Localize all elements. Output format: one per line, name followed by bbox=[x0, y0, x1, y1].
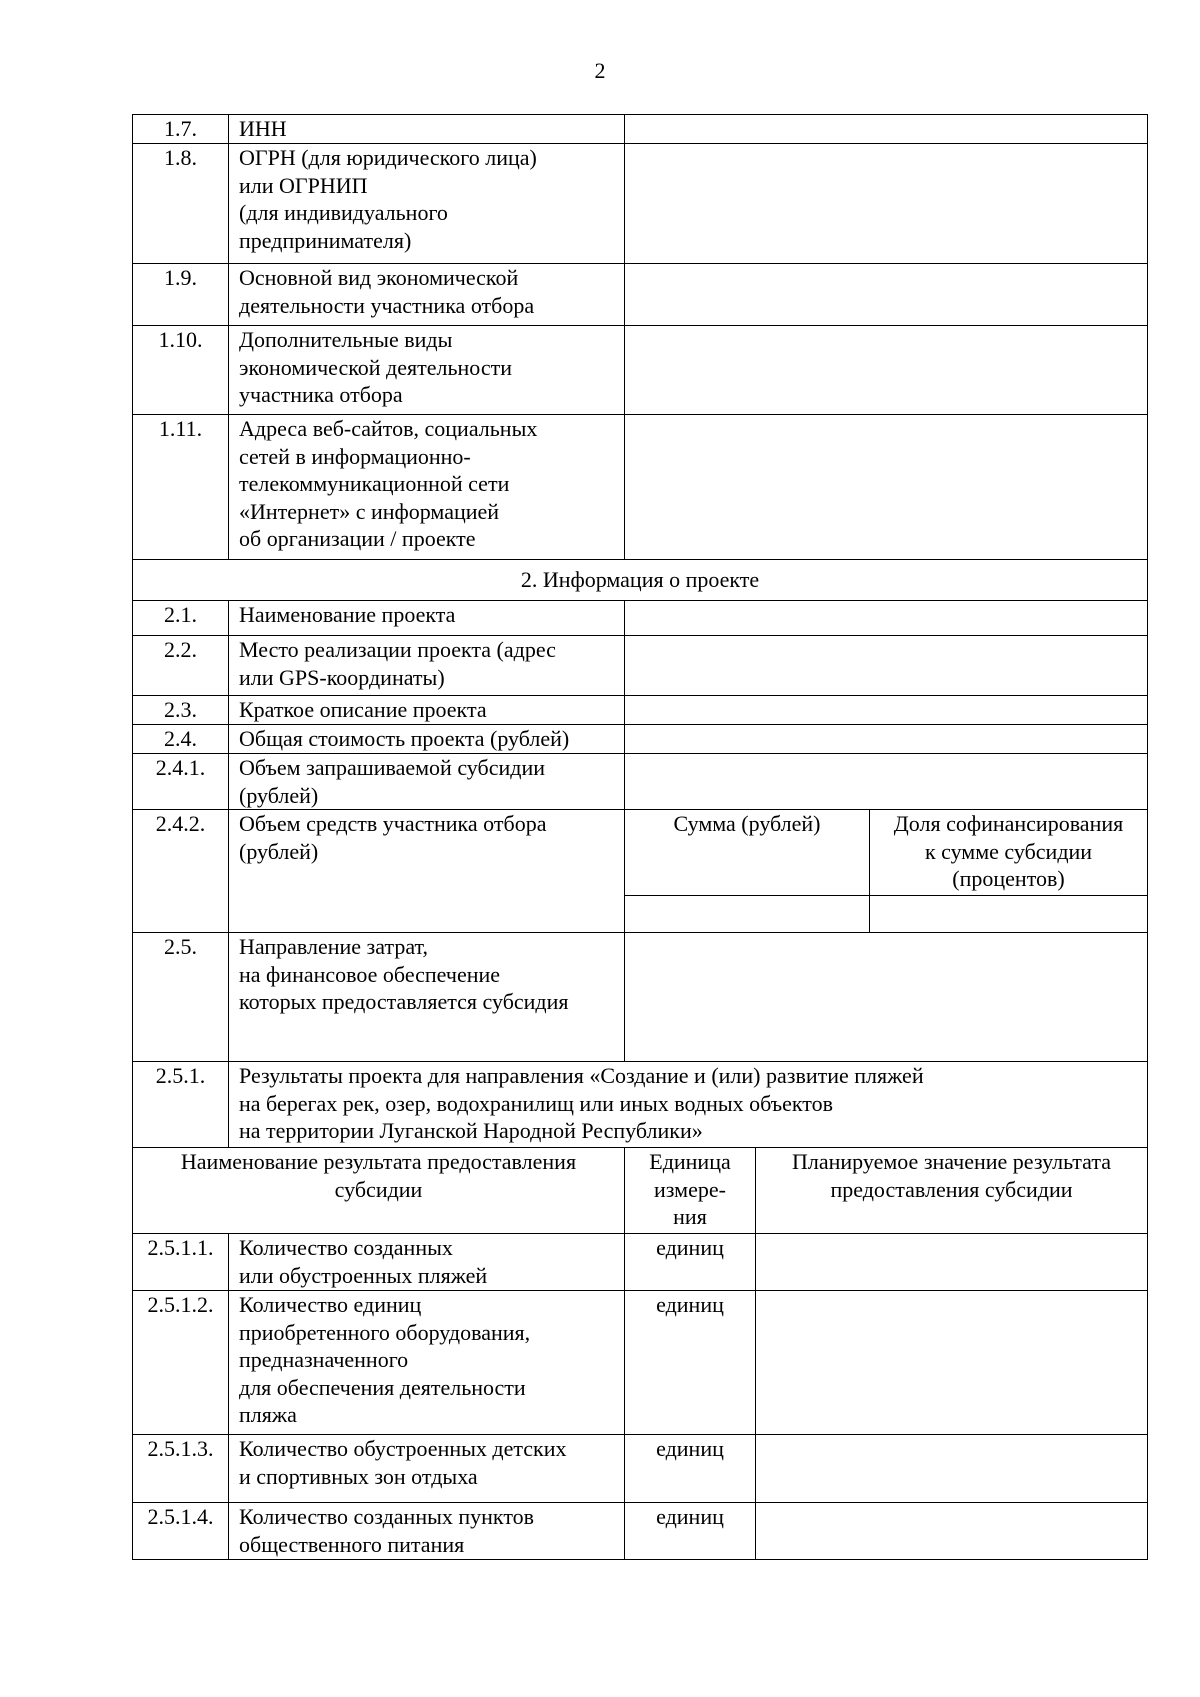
table-row bbox=[133, 1435, 1148, 1503]
row-number: 2.5.1. bbox=[133, 1062, 229, 1148]
row-label: Результаты проекта для направления «Создание и (или) развитие пляжей на берегах рек, озер, водохранилищ или иных водных объектов на территории Луганской Народной Республики» bbox=[229, 1062, 1148, 1148]
value-cell[interactable] bbox=[625, 725, 1148, 754]
value-cell[interactable] bbox=[625, 144, 1148, 264]
row-label: Общая стоимость проекта (рублей) bbox=[229, 725, 625, 754]
unit-cell: единиц bbox=[625, 1435, 756, 1503]
row-number: 2.4.2. bbox=[133, 810, 229, 933]
table-row bbox=[133, 696, 1148, 725]
table-row bbox=[133, 1291, 1148, 1435]
value-cell[interactable] bbox=[625, 115, 1148, 144]
page-number: 2 bbox=[594, 58, 606, 83]
row-label: Дополнительные виды экономической деятельности участника отбора bbox=[229, 326, 625, 415]
value-cell[interactable] bbox=[625, 601, 1148, 636]
value-cell[interactable] bbox=[625, 264, 1148, 326]
row-number: 2.2. bbox=[133, 636, 229, 696]
value-cell[interactable] bbox=[625, 636, 1148, 696]
row-number: 2.5.1.1. bbox=[133, 1234, 229, 1291]
table-row bbox=[133, 810, 1148, 896]
value-cell[interactable] bbox=[625, 415, 1148, 560]
table-row bbox=[133, 144, 1148, 264]
row-label: Направление затрат, на финансовое обеспечение которых предоставляется субсидия bbox=[229, 933, 625, 1062]
row-label: Наименование проекта bbox=[229, 601, 625, 636]
table-row bbox=[133, 725, 1148, 754]
row-number: 2.5.1.3. bbox=[133, 1435, 229, 1503]
unit-header: Единица измере- ния bbox=[625, 1148, 756, 1234]
unit-cell: единиц bbox=[625, 1291, 756, 1435]
row-label: Адреса веб-сайтов, социальных сетей в информационно- телекоммуникационной сети «Интернет» с информацией об организации / проекте bbox=[229, 415, 625, 560]
table-row bbox=[133, 601, 1148, 636]
row-label: Количество обустроенных детских и спортивных зон отдыха bbox=[229, 1435, 625, 1503]
table-row bbox=[133, 1503, 1148, 1560]
value-cell[interactable] bbox=[625, 754, 1148, 810]
row-number: 1.7. bbox=[133, 115, 229, 144]
row-label: Краткое описание проекта bbox=[229, 696, 625, 725]
value-cell[interactable] bbox=[625, 696, 1148, 725]
table-row bbox=[133, 264, 1148, 326]
planned-value-header: Планируемое значение результата предоставления субсидии bbox=[756, 1148, 1148, 1234]
row-number: 2.3. bbox=[133, 696, 229, 725]
row-label: Место реализации проекта (адрес или GPS-координаты) bbox=[229, 636, 625, 696]
table-row bbox=[133, 415, 1148, 560]
row-number: 2.4. bbox=[133, 725, 229, 754]
application-form-table bbox=[132, 114, 1148, 1560]
section-header-row bbox=[133, 560, 1148, 601]
result-name-header: Наименование результата предоставления субсидии bbox=[133, 1148, 625, 1234]
planned-value-cell[interactable] bbox=[756, 1291, 1148, 1435]
row-number: 2.4.1. bbox=[133, 754, 229, 810]
table-row bbox=[133, 326, 1148, 415]
planned-value-cell[interactable] bbox=[756, 1435, 1148, 1503]
row-label: Количество созданных или обустроенных пляжей bbox=[229, 1234, 625, 1291]
row-label: Объем запрашиваемой субсидии (рублей) bbox=[229, 754, 625, 810]
row-label: Основной вид экономической деятельности участника отбора bbox=[229, 264, 625, 326]
sum-column-header: Сумма (рублей) bbox=[625, 810, 870, 896]
row-number: 1.11. bbox=[133, 415, 229, 560]
cofinancing-share-header: Доля софинансирования к сумме субсидии (процентов) bbox=[870, 810, 1148, 896]
row-number: 1.8. bbox=[133, 144, 229, 264]
row-label: Объем средств участника отбора (рублей) bbox=[229, 810, 625, 933]
table-row bbox=[133, 754, 1148, 810]
table-row bbox=[133, 933, 1148, 1062]
planned-value-cell[interactable] bbox=[756, 1503, 1148, 1560]
sum-value-cell[interactable] bbox=[625, 896, 870, 933]
unit-cell: единиц bbox=[625, 1234, 756, 1291]
planned-value-cell[interactable] bbox=[756, 1234, 1148, 1291]
row-label: ИНН bbox=[229, 115, 625, 144]
row-label: ОГРН (для юридического лица) или ОГРНИП (для индивидуального предпринимателя) bbox=[229, 144, 625, 264]
value-cell[interactable] bbox=[625, 326, 1148, 415]
table-row bbox=[133, 115, 1148, 144]
unit-cell: единиц bbox=[625, 1503, 756, 1560]
row-number: 2.5.1.2. bbox=[133, 1291, 229, 1435]
table-row bbox=[133, 1234, 1148, 1291]
row-number: 1.9. bbox=[133, 264, 229, 326]
row-number: 1.10. bbox=[133, 326, 229, 415]
row-label: Количество единиц приобретенного оборудования, предназначенного для обеспечения деятельности пляжа bbox=[229, 1291, 625, 1435]
table-row bbox=[133, 1062, 1148, 1148]
table-row bbox=[133, 636, 1148, 696]
cofinancing-share-value-cell[interactable] bbox=[870, 896, 1148, 933]
row-number: 2.5. bbox=[133, 933, 229, 1062]
row-number: 2.1. bbox=[133, 601, 229, 636]
row-label: Количество созданных пунктов общественного питания bbox=[229, 1503, 625, 1560]
section-title: 2. Информация о проекте bbox=[133, 560, 1148, 601]
row-number: 2.5.1.4. bbox=[133, 1503, 229, 1560]
value-cell[interactable] bbox=[625, 933, 1148, 1062]
results-header-row bbox=[133, 1148, 1148, 1234]
